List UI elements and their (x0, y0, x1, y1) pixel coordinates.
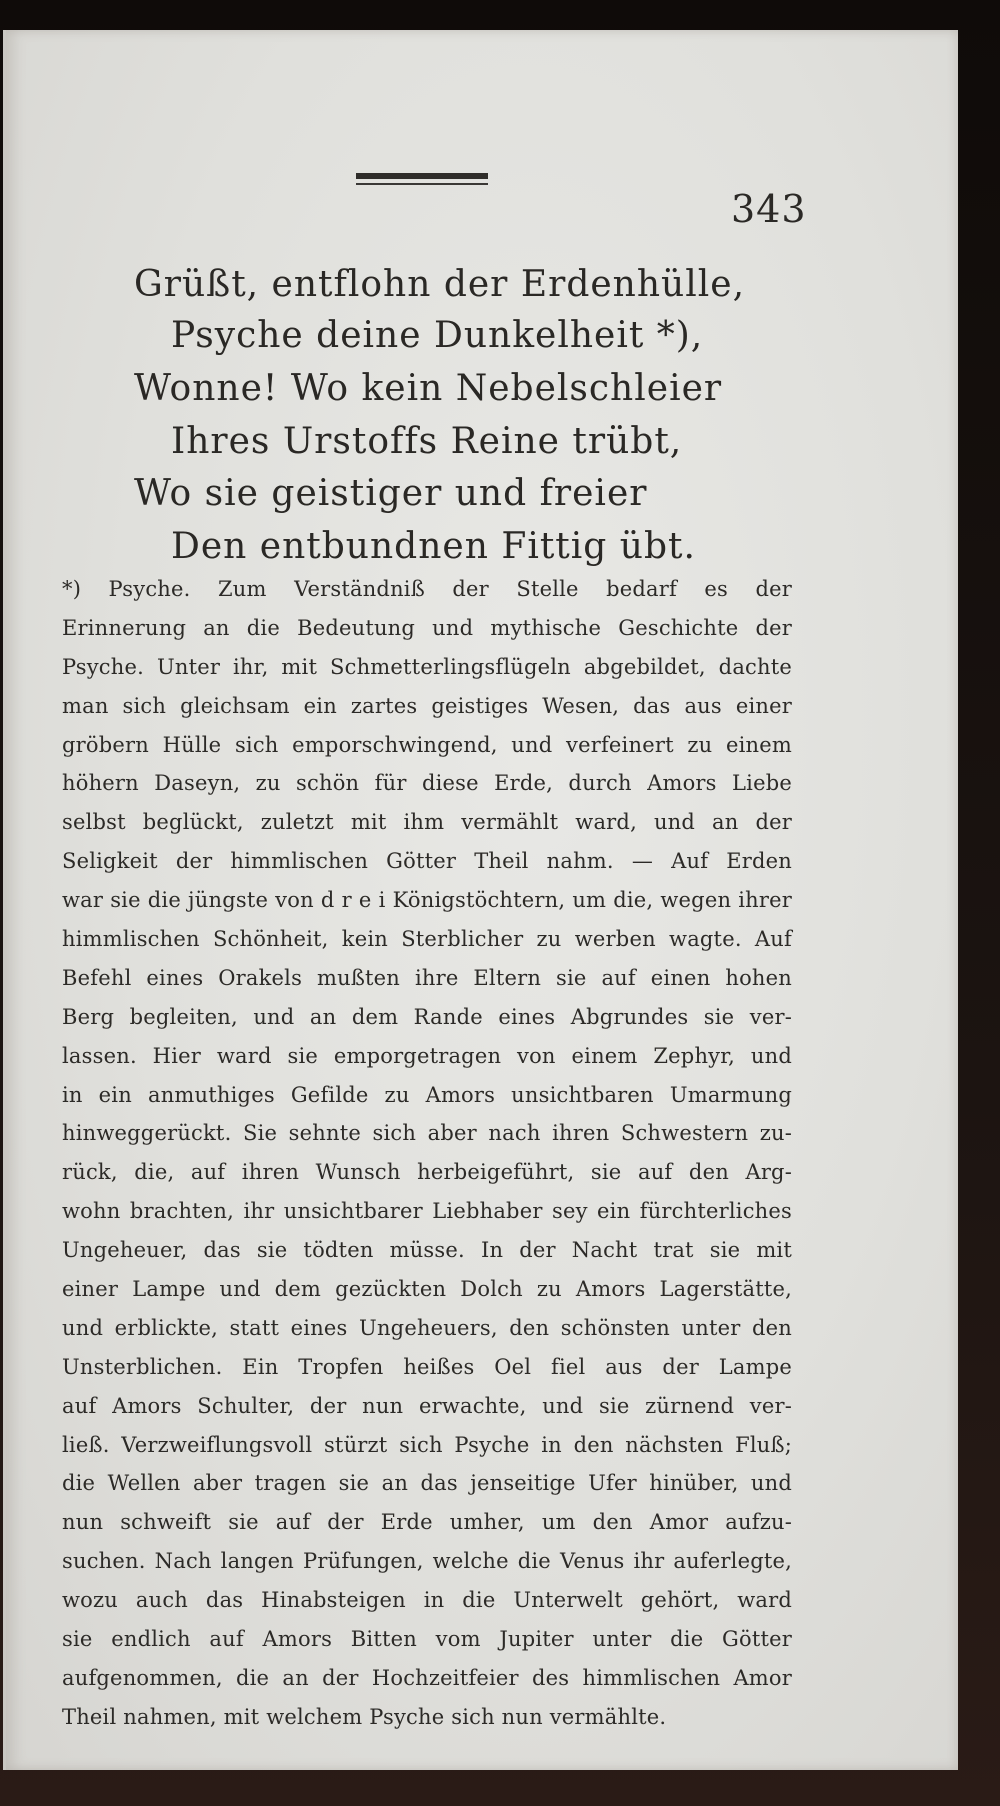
footnote-line: auf Amors Schulter, der nun erwachte, und sie zürnend ver- (62, 1393, 792, 1418)
footnote-line: suchen. Nach langen Prüfungen, welche die Venus ihr auferlegte, (62, 1549, 792, 1574)
footnote-line: die Wellen aber tragen sie an das jenseitige Ufer hinüber, und (62, 1471, 792, 1496)
poem-line: Den entbundnen Fittig übt. (171, 526, 696, 567)
footnote-line: Unsterblichen. Ein Tropfen heißes Oel fiel aus der Lampe (62, 1354, 792, 1379)
book-page (3, 30, 958, 1770)
page-number: 343 (731, 187, 807, 231)
header-rule-thin (356, 183, 488, 185)
footnote-line: wohn brachten, ihr unsichtbarer Liebhaber sey ein fürchterliches (62, 1199, 792, 1224)
footnote-line: selbst beglückt, zuletzt mit ihm vermählt ward, und an der (62, 810, 792, 835)
poem-line: Wonne! Wo kein Nebelschleier (134, 368, 723, 409)
footnote-line: Berg begleiten, und an dem Rande eines Abgrundes sie ver- (62, 1004, 792, 1029)
footnote-line: lassen. Hier ward sie emporgetragen von einem Zephyr, und (62, 1043, 792, 1068)
footnote-line: Ungeheuer, das sie tödten müsse. In der Nacht trat sie mit (62, 1238, 792, 1263)
poem-line: Wo sie geistiger und freier (134, 473, 648, 514)
footnote-line: Seligkeit der himmlischen Götter Theil nahm. — Auf Erden (62, 849, 792, 874)
footnote-line: ließ. Verzweiflungsvoll stürzt sich Psyche in den nächsten Fluß; (62, 1432, 792, 1457)
footnote-line: war sie die jüngste von d r e i Königstöchtern, um die, wegen ihrer (62, 888, 792, 913)
footnote-line: Theil nahmen, mit welchem Psyche sich nun vermählte. (62, 1704, 667, 1729)
footnote (62, 570, 792, 1737)
footnote-line: hinweggerückt. Sie sehnte sich aber nach ihren Schwestern zu- (62, 1121, 792, 1146)
footnote-line: Befehl eines Orakels mußten ihre Eltern sie auf einen hohen (62, 965, 792, 990)
poem-line: Grüßt, entflohn der Erdenhülle, (134, 264, 746, 305)
footnote-line: sie endlich auf Amors Bitten vom Jupiter unter die Götter (62, 1627, 792, 1652)
footnote-line: man sich gleichsam ein zartes geistiges Wesen, das aus einer (62, 693, 792, 718)
footnote-line: Erinnerung an die Bedeutung und mythische Geschichte der (62, 615, 792, 640)
footnote-line: gröbern Hülle sich emporschwingend, und verfeinert zu einem (62, 732, 792, 757)
footnote-line: wozu auch das Hinabsteigen in die Unterwelt gehört, ward (62, 1588, 792, 1613)
footnote-line: rück, die, auf ihren Wunsch herbeigeführt, sie auf den Arg- (62, 1160, 792, 1185)
footnote-line: Psyche. Unter ihr, mit Schmetterlingsflügeln abgebildet, dachte (62, 654, 792, 679)
footnote-line: in ein anmuthiges Gefilde zu Amors unsichtbaren Umarmung (62, 1082, 792, 1107)
footnote-line: einer Lampe und dem gezückten Dolch zu Amors Lagerstätte, (62, 1277, 792, 1302)
footnote-line: *) Psyche. Zum Verständniß der Stelle bedarf es der (62, 577, 792, 601)
footnote-line: und erblickte, statt eines Ungeheuers, den schönsten unter den (62, 1315, 792, 1340)
poem-line: Psyche deine Dunkelheit *), (171, 315, 704, 356)
footnote-line: höhern Daseyn, zu schön für diese Erde, durch Amors Liebe (62, 771, 792, 796)
header-rule-thick (356, 173, 488, 179)
footnote-line: himmlischen Schönheit, kein Sterblicher zu werben wagte. Auf (62, 927, 792, 952)
footnote-line: aufgenommen, die an der Hochzeitfeier des himmlischen Amor (62, 1665, 792, 1690)
footnote-line: nun schweift sie auf der Erde umher, um den Amor aufzu- (62, 1510, 792, 1535)
header-rule (356, 173, 488, 187)
poem-line: Ihres Urstoffs Reine trübt, (171, 421, 683, 462)
